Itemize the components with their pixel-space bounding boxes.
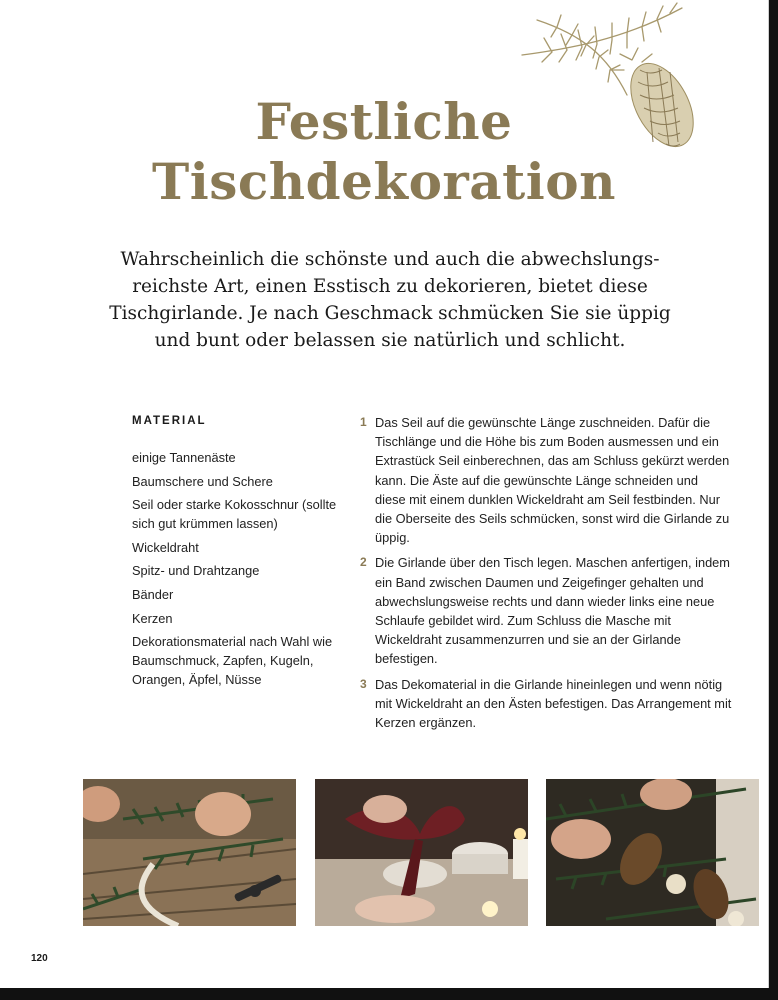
photo-cone-arrangement [546, 779, 759, 926]
title-line-2: Tischdekoration [152, 152, 616, 211]
material-item: Seil oder starke Kokosschnur (sollte sich gut krümmen lassen) [132, 497, 337, 532]
material-heading: MATERIAL [132, 415, 207, 427]
step-item [360, 553, 732, 668]
material-item: Wickeldraht [132, 539, 199, 555]
step-text: Das Seil auf die gewünschte Länge zuschneiden. Dafür die Tischlänge und die Höhe bis zum Boden ausmessen und ein Extrastück Seil einberechnen, das am Schluss gekürzt werden kann. Die Äste auf die gewünschte Länge schneiden und diese mit einem dunklen Wickeldraht am Seil festbinden. Nur die Oberseite des Seils schmücken, sonst wird die Girlande zu üppig. [375, 415, 730, 546]
step-number: 3 [360, 676, 367, 691]
material-item: Spitz- und Drahtzange [132, 563, 260, 579]
instruction-steps [360, 413, 732, 738]
material-item: Kerzen [132, 610, 173, 626]
material-item: einige Tannenäste [132, 450, 236, 465]
step-item [360, 413, 732, 547]
material-item: Dekorationsmaterial nach Wahl wie Baumschmuck, Zapfen, Kugeln, Orangen, Äpfel, Nüsse [132, 634, 333, 688]
page-title [0, 92, 768, 212]
step-text: Das Dekomaterial in die Girlande hineinlegen und wenn nötig mit Wickeldraht an den Ästen befestigen. Das Arrangement mit Kerzen ergänzen. [375, 676, 732, 731]
title-line-1: Festliche [255, 92, 513, 151]
step-text: Die Girlande über den Tisch legen. Maschen anfertigen, indem ein Band zwischen Daumen und Zeigefinger gehalten und abwechslungsweise rechts und dann wieder links eine neue Schlaufe gebildet wird. Zum Schluss die Masche mit Wickeldraht zusammenzurren und sie an der Girlande befestigen. [375, 555, 730, 667]
material-list [132, 448, 352, 694]
step-item [360, 675, 732, 733]
step-number: 1 [360, 415, 367, 429]
photo-ribbon-bow [315, 779, 528, 926]
material-item: Baumschere und Schere [132, 473, 273, 489]
intro-paragraph: Wahrscheinlich die schönste und auch die abwechslungsreichste Art, einen Esstisch zu dekorieren, bietet diese Tischgirlande. Je nach Geschmack schmücken Sie sie üppig und bunt oder belassen sie natürlich und schlicht. [109, 249, 671, 351]
step-number: 2 [360, 555, 367, 570]
page-number: 120 [31, 953, 48, 964]
photo-binding-branches [83, 779, 296, 926]
material-item: Bänder [132, 586, 174, 602]
